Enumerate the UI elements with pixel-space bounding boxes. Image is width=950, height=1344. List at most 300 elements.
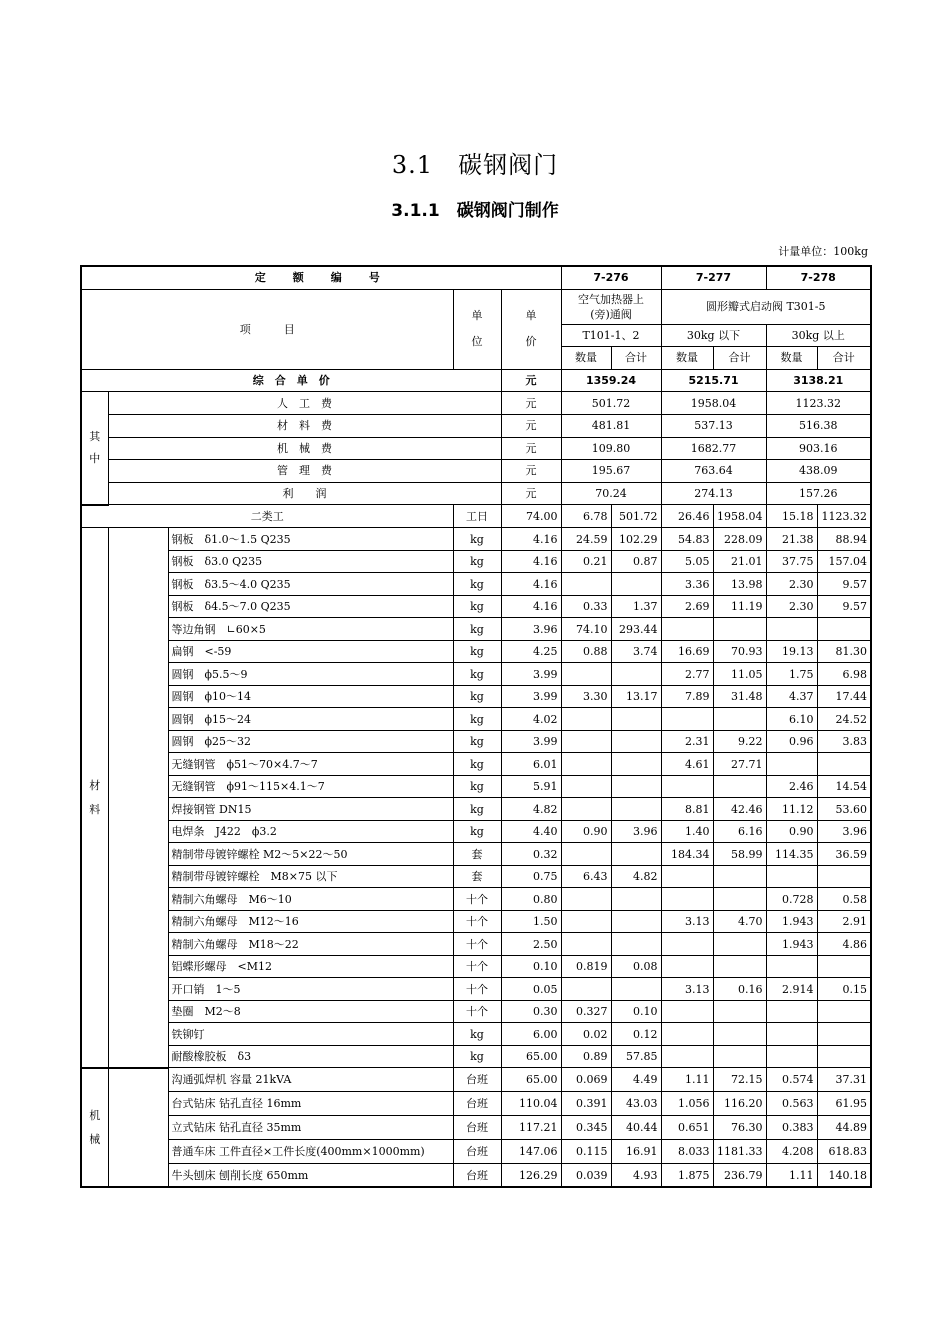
item-unit: kg (453, 730, 501, 753)
item-cell (766, 1000, 817, 1023)
item-cell (561, 708, 611, 731)
item-name: 精制六角螺母 M6～10 (168, 888, 453, 911)
breakdown-value: 70.24 (561, 482, 661, 505)
breakdown-unit: 元 (501, 392, 561, 415)
item-cell (661, 618, 713, 641)
item-price: 2.50 (501, 933, 561, 956)
item-unit: kg (453, 798, 501, 821)
item-cell: 70.93 (713, 640, 766, 663)
item-name: 无缝钢管 ϕ91～115×4.1～7 (168, 775, 453, 798)
item-cell (561, 888, 611, 911)
item-cell: 17.44 (817, 685, 871, 708)
item-cell (611, 573, 661, 596)
item-cell: 5.05 (661, 550, 713, 573)
item-header: 项 目 (81, 289, 453, 369)
item-price: 6.01 (501, 753, 561, 776)
quota-number-label: 定 额 编 号 (81, 266, 561, 289)
item-cell: 7.89 (661, 685, 713, 708)
item-cell: 0.12 (611, 1023, 661, 1046)
breakdown-value: 157.26 (766, 482, 871, 505)
item-cell: 0.08 (611, 955, 661, 978)
item-cell: 3.96 (817, 820, 871, 843)
item-cell: 1.75 (766, 663, 817, 686)
item-unit: kg (453, 550, 501, 573)
item-price: 110.04 (501, 1092, 561, 1116)
item-unit: 台班 (453, 1116, 501, 1140)
item-cell: 0.90 (561, 820, 611, 843)
quota-table (80, 265, 872, 1188)
breakdown-unit: 元 (501, 460, 561, 483)
quota-code-276: 7-276 (561, 266, 661, 289)
item-cell: 1.875 (661, 1163, 713, 1187)
item-price: 0.05 (501, 978, 561, 1001)
item-cell (766, 1045, 817, 1068)
item-cell (713, 708, 766, 731)
item-price: 1.50 (501, 910, 561, 933)
item-cell: 0.10 (611, 1000, 661, 1023)
item-cell: 4.86 (817, 933, 871, 956)
item-cell (713, 865, 766, 888)
item-cell: 0.391 (561, 1092, 611, 1116)
item-name: 钢板 δ3.5～4.0 Q235 (168, 573, 453, 596)
item-cell: 0.345 (561, 1116, 611, 1140)
materials-group-label (81, 528, 108, 1068)
item-cell: 27.71 (713, 753, 766, 776)
labor-cell: 15.18 (766, 505, 817, 528)
item-name: 无缝钢管 ϕ51～70×4.7～7 (168, 753, 453, 776)
item-cell: 114.35 (766, 843, 817, 866)
item-name: 精制六角螺母 M12～16 (168, 910, 453, 933)
item-cell (611, 708, 661, 731)
item-cell: 31.48 (713, 685, 766, 708)
labor-cell: 26.46 (661, 505, 713, 528)
item-cell: 6.10 (766, 708, 817, 731)
item-cell: 1.056 (661, 1092, 713, 1116)
item-cell: 0.069 (561, 1068, 611, 1092)
item-name: 精制带母镀锌螺栓 M8×75 以下 (168, 865, 453, 888)
labor-unit: 工日 (453, 505, 501, 528)
item-cell (611, 730, 661, 753)
item-cell: 42.46 (713, 798, 766, 821)
item-cell (713, 933, 766, 956)
item-name: 扁钢 <-59 (168, 640, 453, 663)
item-cell: 74.10 (561, 618, 611, 641)
item-cell (561, 663, 611, 686)
item-name: 耐酸橡胶板 δ3 (168, 1045, 453, 1068)
item-cell: 4.37 (766, 685, 817, 708)
item-name: 台式钻床 钻孔直径 16mm (168, 1092, 453, 1116)
item-cell: 2.30 (766, 573, 817, 596)
breakdown-unit: 元 (501, 414, 561, 437)
item-cell: 3.36 (661, 573, 713, 596)
item-cell: 2.69 (661, 595, 713, 618)
item-cell: 37.75 (766, 550, 817, 573)
item-cell: 293.44 (611, 618, 661, 641)
item-cell (766, 1023, 817, 1046)
item-cell: 0.327 (561, 1000, 611, 1023)
item-cell (561, 843, 611, 866)
item-cell: 2.914 (766, 978, 817, 1001)
item-cell (713, 1000, 766, 1023)
item-cell: 0.89 (561, 1045, 611, 1068)
blank-column (108, 1068, 168, 1187)
item-cell (661, 888, 713, 911)
item-cell: 9.57 (817, 573, 871, 596)
total-header: 合计 (611, 347, 661, 370)
unit-header: 单 位 (453, 289, 501, 369)
item-cell (661, 708, 713, 731)
item-cell: 54.83 (661, 528, 713, 551)
breakdown-label: 机 械 费 (108, 437, 501, 460)
breakdown-value: 438.09 (766, 460, 871, 483)
quota-code-278: 7-278 (766, 266, 871, 289)
qty-header: 数量 (561, 347, 611, 370)
item-cell: 44.89 (817, 1116, 871, 1140)
item-cell: 0.02 (561, 1023, 611, 1046)
item-cell: 43.03 (611, 1092, 661, 1116)
summary-label: 综 合 单 价 (81, 369, 501, 392)
item-cell (766, 955, 817, 978)
item-cell: 19.13 (766, 640, 817, 663)
item-cell (817, 1023, 871, 1046)
breakdown-group-text: 其 中 (89, 430, 101, 466)
item-cell: 228.09 (713, 528, 766, 551)
item-cell (611, 663, 661, 686)
item-cell: 1.40 (661, 820, 713, 843)
item-name: 立式钻床 钻孔直径 35mm (168, 1116, 453, 1140)
breakdown-value: 1682.77 (661, 437, 766, 460)
summary-value-276: 1359.24 (561, 369, 661, 392)
item-cell (561, 798, 611, 821)
item-name: 钢板 δ3.0 Q235 (168, 550, 453, 573)
item-cell (713, 888, 766, 911)
item-cell: 37.31 (817, 1068, 871, 1092)
summary-value-277: 5215.71 (661, 369, 766, 392)
item-cell (561, 933, 611, 956)
machines-group-label-char: 机 (89, 1108, 101, 1122)
item-price: 0.30 (501, 1000, 561, 1023)
item-cell: 8.81 (661, 798, 713, 821)
item-cell: 76.30 (713, 1116, 766, 1140)
item-cell (817, 955, 871, 978)
item-cell (561, 573, 611, 596)
labor-cell: 501.72 (611, 505, 661, 528)
item-cell (611, 888, 661, 911)
item-unit: kg (453, 685, 501, 708)
item-name: 铁铆钉 (168, 1023, 453, 1046)
item-cell: 53.60 (817, 798, 871, 821)
item-cell (561, 775, 611, 798)
item-unit: kg (453, 1023, 501, 1046)
item-cell: 2.46 (766, 775, 817, 798)
labor-price: 74.00 (501, 505, 561, 528)
breakdown-unit: 元 (501, 482, 561, 505)
item-price: 126.29 (501, 1163, 561, 1187)
item-cell (561, 730, 611, 753)
item-unit: kg (453, 708, 501, 731)
blank-column (108, 528, 168, 1068)
item-cell: 88.94 (817, 528, 871, 551)
sub-277: 30kg 以下 (661, 324, 766, 347)
item-cell: 16.91 (611, 1139, 661, 1163)
summary-value-278: 3138.21 (766, 369, 871, 392)
item-unit: 十个 (453, 1000, 501, 1023)
item-cell (611, 910, 661, 933)
breakdown-label: 人 工 费 (108, 392, 501, 415)
breakdown-value: 516.38 (766, 414, 871, 437)
item-unit: 台班 (453, 1139, 501, 1163)
breakdown-label: 利 润 (108, 482, 501, 505)
item-price: 4.16 (501, 595, 561, 618)
labor-cell: 1123.32 (817, 505, 871, 528)
item-cell: 24.59 (561, 528, 611, 551)
subsection-title: 3.1.1 碳钢阀门制作 (391, 201, 559, 221)
breakdown-label: 管 理 费 (108, 460, 501, 483)
item-cell (817, 1000, 871, 1023)
item-unit: kg (453, 820, 501, 843)
item-price: 4.16 (501, 528, 561, 551)
breakdown-value: 1958.04 (661, 392, 766, 415)
item-name: 牛头刨床 刨削长度 650mm (168, 1163, 453, 1187)
item-cell: 116.20 (713, 1092, 766, 1116)
item-cell: 4.82 (611, 865, 661, 888)
machines-group-label (81, 1068, 108, 1187)
item-cell: 11.12 (766, 798, 817, 821)
item-cell: 0.563 (766, 1092, 817, 1116)
item-cell: 3.83 (817, 730, 871, 753)
item-cell: 3.13 (661, 910, 713, 933)
item-cell: 6.43 (561, 865, 611, 888)
item-cell: 3.74 (611, 640, 661, 663)
item-name: 圆钢 ϕ5.5～9 (168, 663, 453, 686)
item-cell: 9.57 (817, 595, 871, 618)
item-cell: 1.943 (766, 910, 817, 933)
item-cell: 4.93 (611, 1163, 661, 1187)
item-price: 5.91 (501, 775, 561, 798)
item-cell (561, 910, 611, 933)
labor-cell: 1958.04 (713, 505, 766, 528)
item-cell (661, 1023, 713, 1046)
item-cell: 0.651 (661, 1116, 713, 1140)
item-cell: 72.15 (713, 1068, 766, 1092)
item-cell (661, 775, 713, 798)
item-cell: 1.11 (661, 1068, 713, 1092)
breakdown-value: 501.72 (561, 392, 661, 415)
item-cell: 1181.33 (713, 1139, 766, 1163)
item-unit: 十个 (453, 888, 501, 911)
labor-cell: 6.78 (561, 505, 611, 528)
item-cell: 140.18 (817, 1163, 871, 1187)
item-cell: 21.38 (766, 528, 817, 551)
item-cell: 0.96 (766, 730, 817, 753)
item-cell (713, 955, 766, 978)
item-unit: kg (453, 753, 501, 776)
item-price: 0.80 (501, 888, 561, 911)
item-cell: 16.69 (661, 640, 713, 663)
breakdown-value: 903.16 (766, 437, 871, 460)
item-cell: 3.30 (561, 685, 611, 708)
item-unit: kg (453, 618, 501, 641)
item-cell: 0.33 (561, 595, 611, 618)
item-unit: kg (453, 573, 501, 596)
item-price: 0.10 (501, 955, 561, 978)
item-cell: 4.208 (766, 1139, 817, 1163)
item-cell: 6.16 (713, 820, 766, 843)
item-cell: 6.98 (817, 663, 871, 686)
item-cell (661, 1000, 713, 1023)
item-cell: 21.01 (713, 550, 766, 573)
item-cell (611, 978, 661, 1001)
item-cell: 0.87 (611, 550, 661, 573)
item-unit: 十个 (453, 978, 501, 1001)
item-name: 普通车床 工件直径×工件长度(400mm×1000mm) (168, 1139, 453, 1163)
item-price: 4.16 (501, 550, 561, 573)
item-unit: kg (453, 775, 501, 798)
summary-unit: 元 (501, 369, 561, 392)
item-cell: 3.13 (661, 978, 713, 1001)
item-cell: 36.59 (817, 843, 871, 866)
breakdown-value: 109.80 (561, 437, 661, 460)
item-unit: kg (453, 1045, 501, 1068)
item-price: 3.99 (501, 730, 561, 753)
item-cell: 11.05 (713, 663, 766, 686)
item-cell: 2.31 (661, 730, 713, 753)
item-unit: 台班 (453, 1068, 501, 1092)
breakdown-value: 1123.32 (766, 392, 871, 415)
item-price: 65.00 (501, 1045, 561, 1068)
item-cell (766, 865, 817, 888)
total-header: 合计 (713, 347, 766, 370)
item-name: 精制带母镀锌螺栓 M2～5×22～50 (168, 843, 453, 866)
item-price: 65.00 (501, 1068, 561, 1092)
item-cell: 13.17 (611, 685, 661, 708)
item-cell: 9.22 (713, 730, 766, 753)
item-price: 117.21 (501, 1116, 561, 1140)
item-cell (661, 933, 713, 956)
breakdown-value: 537.13 (661, 414, 766, 437)
item-cell (817, 753, 871, 776)
item-cell: 184.34 (661, 843, 713, 866)
item-price: 4.82 (501, 798, 561, 821)
item-cell (713, 618, 766, 641)
item-cell: 0.039 (561, 1163, 611, 1187)
item-cell: 81.30 (817, 640, 871, 663)
item-cell: 8.033 (661, 1139, 713, 1163)
item-cell: 157.04 (817, 550, 871, 573)
item-cell: 4.61 (661, 753, 713, 776)
item-name: 圆钢 ϕ10～14 (168, 685, 453, 708)
item-name: 精制六角螺母 M18～22 (168, 933, 453, 956)
item-price: 3.99 (501, 663, 561, 686)
quota-code-277: 7-277 (661, 266, 766, 289)
item-cell: 618.83 (817, 1139, 871, 1163)
item-unit: 套 (453, 843, 501, 866)
item-cell: 3.96 (611, 820, 661, 843)
breakdown-group-label (81, 392, 108, 505)
item-unit: kg (453, 640, 501, 663)
item-price: 4.16 (501, 573, 561, 596)
measurement-unit-note: 计量单位：100kg (778, 245, 868, 258)
item-unit: 十个 (453, 955, 501, 978)
item-price: 0.32 (501, 843, 561, 866)
item-cell: 236.79 (713, 1163, 766, 1187)
item-name: 沟通弧焊机 容量 21kVA (168, 1068, 453, 1092)
item-cell: 0.58 (817, 888, 871, 911)
item-cell: 40.44 (611, 1116, 661, 1140)
breakdown-label: 材 料 费 (108, 414, 501, 437)
price-header: 单 价 (501, 289, 561, 369)
item-cell: 1.943 (766, 933, 817, 956)
desc-276: 空气加热器上(旁)通阀 (561, 289, 661, 324)
breakdown-value: 763.64 (661, 460, 766, 483)
item-cell (713, 775, 766, 798)
item-cell: 61.95 (817, 1092, 871, 1116)
item-cell: 0.115 (561, 1139, 611, 1163)
item-cell (661, 865, 713, 888)
breakdown-value: 274.13 (661, 482, 766, 505)
item-cell (713, 1023, 766, 1046)
sub-278: 30kg 以上 (766, 324, 871, 347)
breakdown-value: 481.81 (561, 414, 661, 437)
item-cell: 4.49 (611, 1068, 661, 1092)
item-name: 电焊条 J422 ϕ3.2 (168, 820, 453, 843)
item-cell: 58.99 (713, 843, 766, 866)
item-cell: 13.98 (713, 573, 766, 596)
item-cell: 0.16 (713, 978, 766, 1001)
item-cell (766, 753, 817, 776)
item-cell (611, 798, 661, 821)
item-unit: kg (453, 663, 501, 686)
item-price: 4.02 (501, 708, 561, 731)
item-name: 钢板 δ1.0～1.5 Q235 (168, 528, 453, 551)
item-cell: 0.574 (766, 1068, 817, 1092)
total-header: 合计 (817, 347, 871, 370)
item-cell (611, 843, 661, 866)
item-price: 4.25 (501, 640, 561, 663)
item-price: 0.75 (501, 865, 561, 888)
item-cell: 0.819 (561, 955, 611, 978)
item-name: 垫圈 M2～8 (168, 1000, 453, 1023)
qty-header: 数量 (766, 347, 817, 370)
item-cell: 0.383 (766, 1116, 817, 1140)
item-cell: 102.29 (611, 528, 661, 551)
item-price: 4.40 (501, 820, 561, 843)
item-cell (611, 775, 661, 798)
item-cell: 0.15 (817, 978, 871, 1001)
item-cell (713, 1045, 766, 1068)
item-name: 圆钢 ϕ25～32 (168, 730, 453, 753)
item-cell (561, 753, 611, 776)
labor-label: 二类工 (81, 505, 453, 528)
machines-group-label-char: 械 (89, 1132, 101, 1146)
item-cell (661, 955, 713, 978)
item-cell: 2.77 (661, 663, 713, 686)
item-cell (766, 618, 817, 641)
item-name: 焊接钢管 DN15 (168, 798, 453, 821)
item-cell (817, 618, 871, 641)
item-unit: 十个 (453, 910, 501, 933)
section-title: 3.1 碳钢阀门 (391, 151, 559, 179)
item-cell (817, 865, 871, 888)
item-cell: 14.54 (817, 775, 871, 798)
materials-group-label-char: 材 (89, 778, 101, 792)
item-unit: 台班 (453, 1092, 501, 1116)
item-cell (561, 978, 611, 1001)
item-cell: 1.37 (611, 595, 661, 618)
item-name: 钢板 δ4.5～7.0 Q235 (168, 595, 453, 618)
materials-group-label-char: 料 (89, 802, 101, 816)
item-price: 3.96 (501, 618, 561, 641)
